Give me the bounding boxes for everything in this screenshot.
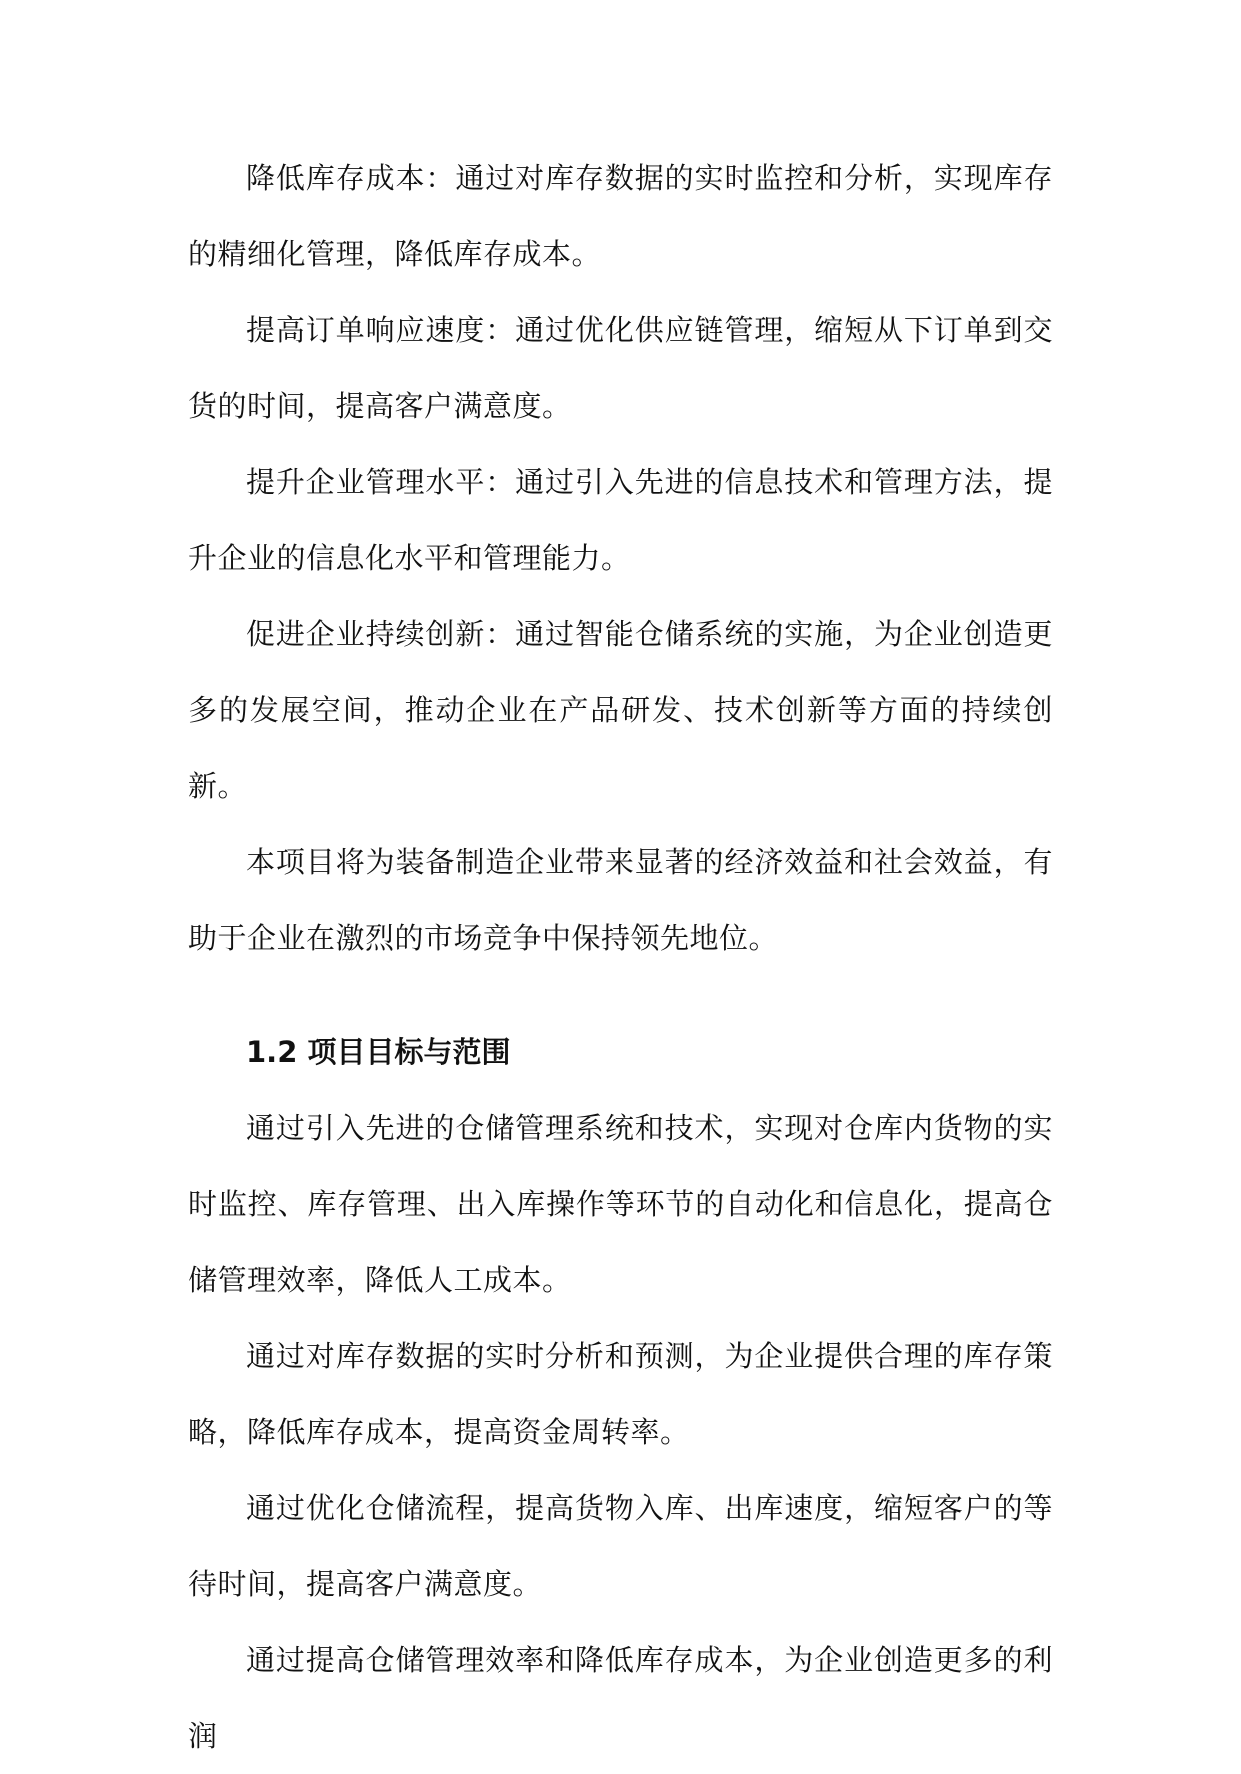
paragraph-management-level: 提升企业管理水平：通过引入先进的信息技术和管理方法，提升企业的信息化水平和管理能力。	[188, 465, 1053, 575]
paragraph-goal-profit: 通过提高仓储管理效率和降低库存成本，为企业创造更多的利润	[188, 1643, 1053, 1753]
paragraph-goal-automation: 通过引入先进的仓储管理系统和技术，实现对仓库内货物的实时监控、库存管理、出入库操作等环节的自动化和信息化，提高仓储管理效率，降低人工成本。	[188, 1111, 1053, 1297]
paragraph-project-benefits: 本项目将为装备制造企业带来显著的经济效益和社会效益，有助于企业在激烈的市场竞争中保持领先地位。	[188, 845, 1053, 955]
paragraph-goal-process-optimization: 通过优化仓储流程，提高货物入库、出库速度，缩短客户的等待时间，提高客户满意度。	[188, 1491, 1053, 1601]
paragraph-continuous-innovation: 促进企业持续创新：通过智能仓储系统的实施，为企业创造更多的发展空间，推动企业在产品研发、技术创新等方面的持续创新。	[188, 617, 1053, 803]
page-body	[188, 140, 1053, 1774]
paragraph-goal-inventory-strategy: 通过对库存数据的实时分析和预测，为企业提供合理的库存策略，降低库存成本，提高资金周转率。	[188, 1339, 1053, 1449]
paragraph-order-response-speed: 提高订单响应速度：通过优化供应链管理，缩短从下订单到交货的时间，提高客户满意度。	[188, 313, 1053, 423]
section-heading: 1.2 项目目标与范围	[246, 1035, 511, 1069]
paragraph-reduce-inventory-cost: 降低库存成本：通过对库存数据的实时监控和分析，实现库存的精细化管理，降低库存成本。	[188, 161, 1053, 271]
